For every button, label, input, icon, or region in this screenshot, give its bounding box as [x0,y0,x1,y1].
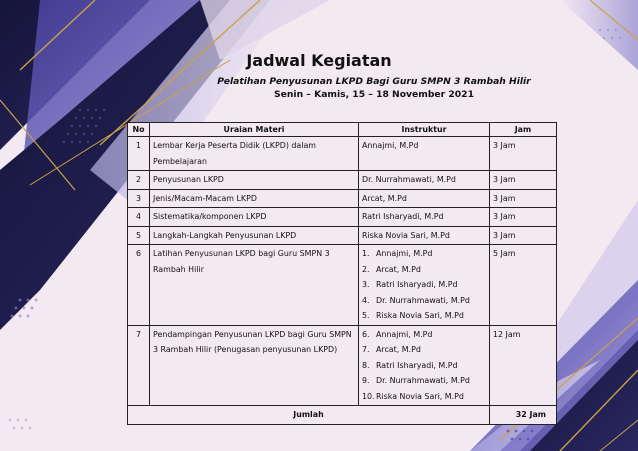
instructor-item: 10.Riska Novia Sari, M.Pd [362,391,464,401]
instructor-item: 2. Arcat, M.Pd [362,264,421,274]
instructor-item: 4. Dr. Nurrahmawati, M.Pd [362,295,470,305]
instructor-item: 6. Annajmi, M.Pd [362,329,433,339]
instructor-list [362,246,486,324]
instructor-item: 5. Riska Novia Sari, M.Pd [362,311,464,320]
row-instruktur [359,245,490,326]
column-header-instruktur: Instruktur [359,123,490,137]
schedule-table [127,122,557,425]
row-instruktur [359,325,490,406]
row-jam: 3 Jam [490,226,557,245]
row-instruktur: Annajmi, M.Pd [359,137,490,171]
row-jam: 5 Jam [490,245,557,326]
table-row [128,325,557,406]
column-header-no: No [128,123,150,137]
table-total-row [128,406,557,425]
row-jam: 3 Jam [490,208,557,227]
table-row [128,189,557,208]
row-uraian: Pendampingan Penyusunan LKPD bagi Guru SMPN 3 Rambah Hilir (Penugasan penyusunan LKPD) [150,325,359,406]
column-header-uraian: Uraian Materi [150,123,359,137]
row-uraian: Penyusunan LKPD [150,171,359,190]
table-header-row [128,123,557,137]
page-subtitle: Pelatihan Penyusunan LKPD Bagi Guru SMPN 3 Rambah Hilir [217,76,531,87]
row-instruktur: Arcat, M.Pd [359,189,490,208]
row-jam: 3 Jam [490,137,557,171]
table-row [128,208,557,227]
row-jam: 3 Jam [490,189,557,208]
total-label: Jumlah [128,406,490,425]
instructor-item: 9. Dr. Nurrahmawati, M.Pd [362,376,470,385]
instructor-item: 1. Annajmi, M.Pd [362,249,433,258]
row-jam: 12 Jam [490,325,557,406]
row-instruktur: Dr. Nurrahmawati, M.Pd [359,171,490,190]
total-value: 32 Jam [490,406,557,425]
row-number: 5 [128,226,150,245]
table-row [128,171,557,190]
page-title: Jadwal Kegiatan [246,51,392,70]
row-number: 4 [128,208,150,227]
row-instruktur: Ratri Isharyadi, M.Pd [359,208,490,227]
instructor-item: 7. Arcat, M.Pd [362,345,421,354]
instructor-item: 3. Ratri Isharyadi, M.Pd [362,280,458,289]
row-number: 6 [128,245,150,326]
column-header-jam: Jam [490,123,557,137]
row-uraian: Sistematika/komponen LKPD [150,208,359,227]
table-row [128,137,557,171]
instructor-list [362,327,486,405]
row-uraian: Latihan Penyusunan LKPD bagi Guru SMPN 3 Rambah Hilir [150,245,359,326]
dot-grid-bottom-left [9,419,32,430]
row-uraian: Langkah-Langkah Penyusunan LKPD [150,226,359,245]
row-number: 3 [128,189,150,208]
row-uraian: Lembar Kerja Peserta Didik (LKPD) dalam Pembelajaran [150,137,359,171]
row-number: 7 [128,325,150,406]
row-number: 2 [128,171,150,190]
table-row [128,226,557,245]
row-jam: 3 Jam [490,171,557,190]
instructor-item: 8. Ratri Isharyadi, M.Pd [362,360,458,370]
table-row [128,245,557,326]
event-dates: Senin – Kamis, 15 – 18 November 2021 [274,89,474,100]
row-number: 1 [128,137,150,171]
row-uraian: Jenis/Macam-Macam LKPD [150,189,359,208]
row-instruktur: Riska Novia Sari, M.Pd [359,226,490,245]
